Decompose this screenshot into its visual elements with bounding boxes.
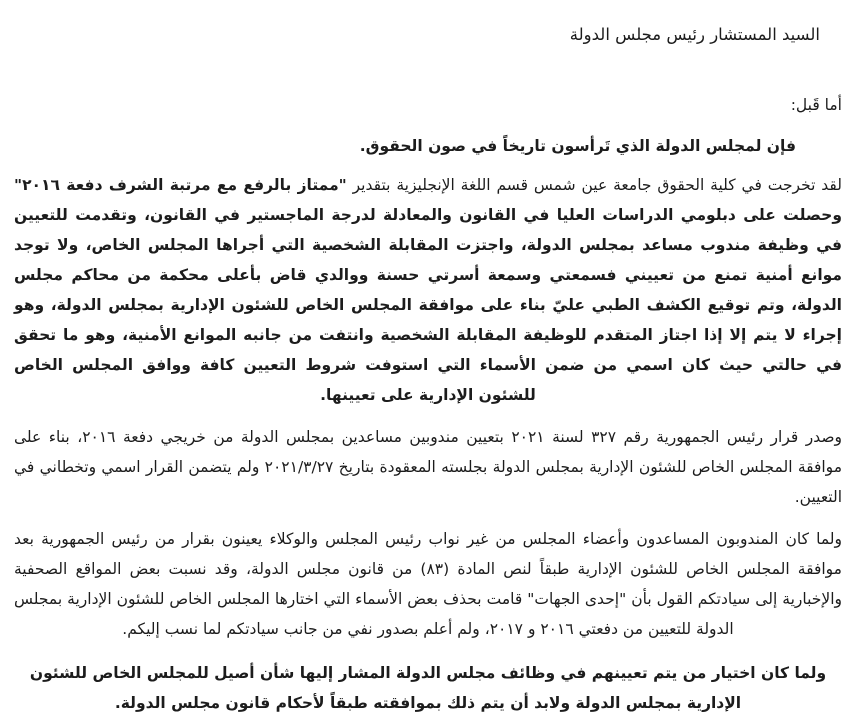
paragraph-press-reports: ولما كان المندوبون المساعدون وأعضاء المجلس من غير نواب رئيس المجلس والوكلاء يعينون بقرار من رئيس الجمهورية بعد موافقة المجلس الخاص للشئون الإدارية طبقاً لنص المادة (٨٣) من قانون مجلس الدولة، وقد نسبت بعض المواقع الصحفية والإخبارية إلى سيادتكم القول بأن "إحدى الجهات" قامت بحذف بعض الأسماء التي اختارها المجلس الخاص للشئون الإدارية بمجلس الدولة للتعيين من دفعتي ٢٠١٦ و ٢٠١٧، ولم أعلم بصدور نفي من جانب سيادتكم لما نسب إليكم. — [14, 530, 842, 638]
paragraph-graduation-emphasis: "ممتاز بالرفع مع مرتبة الشرف دفعة ٢٠١٦" وحصلت على دبلومي الدراسات العليا في القانون والمعادلة لدرجة الماجستير في القانون، وتقدمت للتعيين في وظيفة مندوب مساعد بمجلس الدولة، واجتزت المقابلة الشخصية التي أجراها المجلس الخاص، ولا توجد موانع أمنية تمنع من تعييني فسمعتي وسمعة أسرتي حسنة ووالدي قاض بأعلى محكمة من محاكم مجلس الدولة، وتم توقيع الكشف الطبي عليّ بناء على موافقة المجلس الخاص للشئون الإدارية بمجلس الدولة، وهو إجراء لا يتم إلا إذا اجتاز المتقدم للوظيفة المقابلة الشخصية وانتفت من جانبه الموانع الأمنية، وهو ما تحقق في حالتي حيث كان اسمي من ضمن الأسماء التي استوفت شروط التعيين كافة ووافق المجلس الخاص للشئون الإدارية على تعيينها. — [14, 176, 842, 404]
addressee-line: السيد المستشار رئيس مجلس الدولة — [569, 25, 820, 44]
salutation-line: أما قَبل: — [790, 96, 842, 114]
paragraph-graduation-lead: لقد تخرجت في كلية الحقوق جامعة عين شمس قسم اللغة الإنجليزية بتقدير — [346, 176, 842, 194]
closing-statement: ولما كان اختيار من يتم تعيينهم في وظائف مجلس الدولة المشار إليها شأن أصيل للمجلس الخاص للشئون الإدارية بمجلس الدولة ولابد أن يتم ذلك بموافقته طبقاً لأحكام قانون مجلس الدولة. — [29, 664, 827, 712]
opening-statement: فإن لمجلس الدولة الذي تَرأسون تاريخاً في صون الحقوق. — [359, 137, 796, 155]
paragraph-decree: وصدر قرار رئيس الجمهورية رقم ٣٢٧ لسنة ٢٠٢١ بتعيين مندوبين مساعدين بمجلس الدولة من خريجي دفعة ٢٠١٦، بناء على موافقة المجلس الخاص للشئون الإدارية بمجلس الدولة بجلسته المعقودة بتاريخ ٢٠٢١/٣/٢٧ ولم يتضمن القرار اسمي وتخطاني في التعيين. — [14, 428, 842, 506]
paragraph-graduation — [14, 170, 842, 410]
